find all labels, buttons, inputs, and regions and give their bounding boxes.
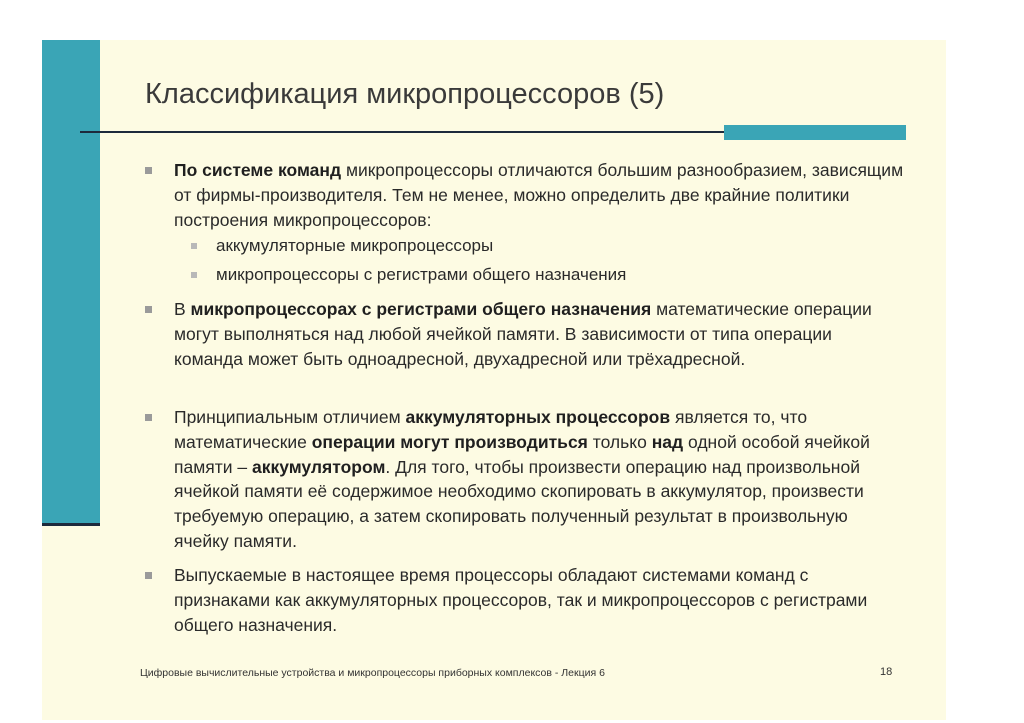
bullet-marker (145, 414, 152, 421)
text-run: микропроцессоры отличаются большим разнообразием, зависящим от фирмы-производителя. Тем не менее, можно определить две крайние политики построения микропроцессоров: (174, 160, 904, 230)
bullet-marker (145, 306, 152, 313)
bold-phrase: По системе команд (174, 160, 342, 180)
slide-footer: Цифровые вычислительные устройства и микропроцессоры приборных комплексов - Лекция 6 (140, 667, 605, 679)
bold-phrase: аккумуляторных процессоров (405, 407, 671, 427)
text-run: В (174, 299, 191, 319)
sub-item-2: микропроцессоры с регистрами общего назначения (216, 265, 627, 284)
text-run: . Для того, чтобы произвести операцию над произвольной ячейкой памяти её содержимое необходимо скопировать в аккумулятор, произвести требуемую операцию, а затем скопировать полученный результат в произвольную ячейку памяти. (174, 456, 864, 551)
bold-phrase: микропроцессорах с регистрами общего назначения (190, 299, 652, 319)
text-run: математические операции могут выполняться над любой ячейкой памяти. В зависимости от типа операции команда может быть одноадресной, двухадресной или трёхадресной. (174, 299, 872, 369)
bullet-marker (145, 167, 152, 174)
sub-item-1: аккумуляторные микропроцессоры (216, 236, 494, 255)
bullet-paragraph-2 (174, 297, 904, 371)
slide-title: Классификация микропроцессоров (5) (145, 78, 665, 110)
text-run: Выпускаемые в настоящее время процессоры обладают системами команд с признаками как аккумуляторных процессоров, так и микропроцессоров с регистрами общего назначения. (174, 565, 868, 635)
bold-phrase: операции могут производиться (311, 431, 588, 452)
text-run: только (587, 431, 652, 452)
sub-bullet-marker (191, 243, 197, 249)
text-run: является то, что математические (174, 407, 808, 452)
bullet-paragraph-3 (174, 405, 904, 554)
text-run: Принципиальным отличием (174, 407, 406, 427)
text-run: одной особой ячейкой памяти – (174, 431, 870, 477)
bullet-paragraph-4 (174, 563, 904, 637)
left-accent-bar (42, 40, 100, 523)
title-accent-block (724, 125, 906, 140)
bold-phrase: над (651, 431, 684, 452)
sub-bullet-marker (191, 272, 197, 278)
bullet-paragraph-1 (174, 158, 904, 232)
bold-phrase: аккумулятором (251, 456, 386, 477)
page-number: 18 (880, 666, 893, 678)
left-bar-underline (42, 523, 100, 526)
bullet-marker (145, 572, 152, 579)
